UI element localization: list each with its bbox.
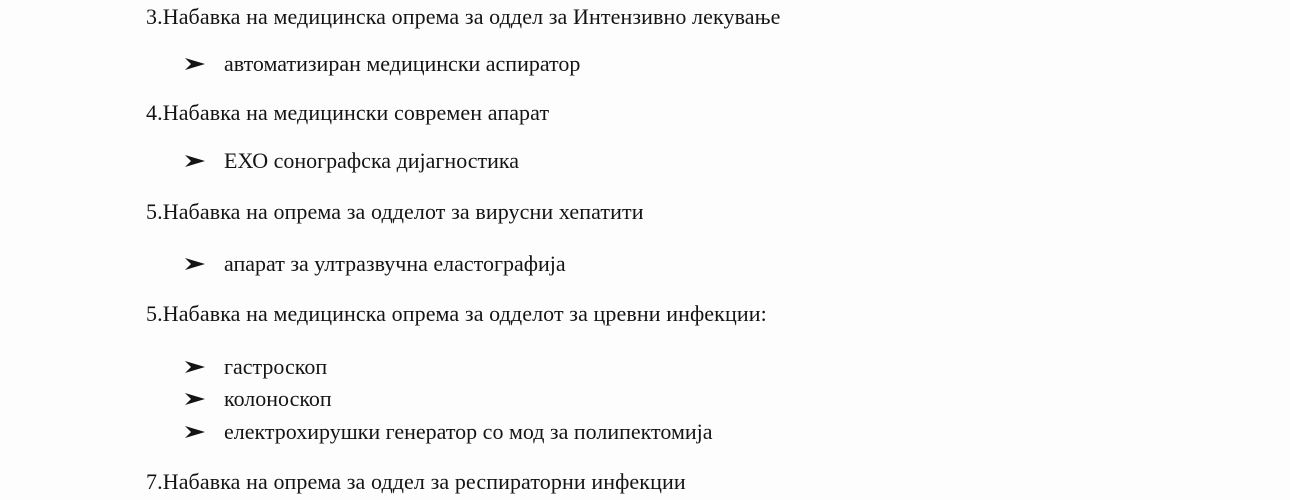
section-heading: 4.Набавка на медицински современ апарат <box>146 100 550 125</box>
section-heading: 5.Набавка на опрема за одделот за вирусни хепатити <box>146 199 644 224</box>
arrowhead-bullet-icon <box>184 51 208 77</box>
list-item-label: апарат за ултразвучна еластографија <box>224 251 566 276</box>
arrowhead-bullet-icon <box>184 386 208 412</box>
list-item-label: електрохирушки генератор со мод за полипектомија <box>224 419 713 444</box>
section-heading: 7.Набавка на опрема за оддел за респираторни инфекции <box>146 469 686 494</box>
arrowhead-bullet-icon <box>184 354 208 380</box>
list-item-label: автоматизиран медицински аспиратор <box>224 51 581 76</box>
list-item <box>184 354 327 380</box>
list-item <box>184 148 519 174</box>
list-item <box>184 251 566 277</box>
list-item <box>184 386 332 412</box>
list-item-label: колоноскоп <box>224 386 332 411</box>
list-item-label: гастроскоп <box>224 354 328 379</box>
arrowhead-bullet-icon <box>184 419 208 445</box>
list-item <box>184 419 713 445</box>
list-item-label: ЕХО сонографска дијагностика <box>224 148 520 173</box>
arrowhead-bullet-icon <box>184 251 208 277</box>
arrowhead-bullet-icon <box>184 148 208 174</box>
section-heading: 5.Набавка на медицинска опрема за одделот за цревни инфекции: <box>146 301 767 326</box>
list-item <box>184 51 580 77</box>
section-heading: 3.Набавка на медицинска опрема за оддел за Интензивно лекување <box>146 4 781 29</box>
